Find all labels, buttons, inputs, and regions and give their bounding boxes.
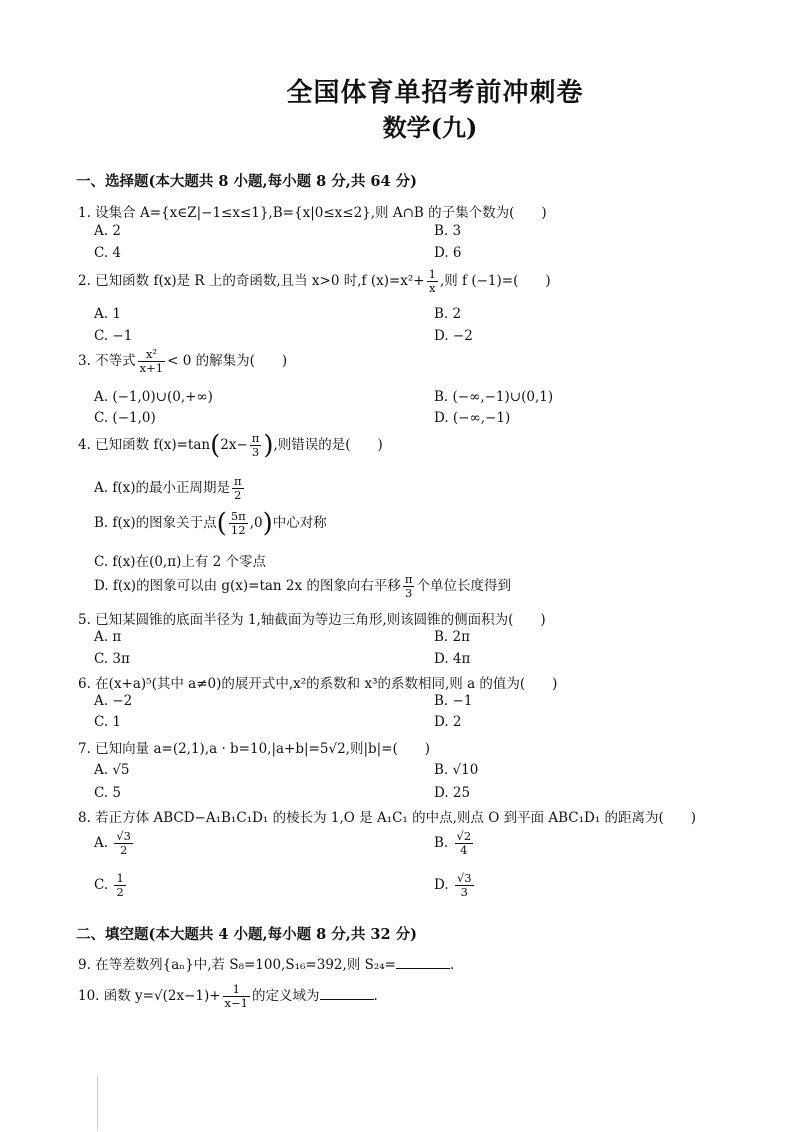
fraction-denominator: 3 — [251, 445, 260, 459]
question-8-option-c — [94, 872, 128, 899]
fraction-denominator: 3 — [405, 586, 413, 600]
question-8-option-a — [94, 830, 135, 857]
section-heading-choice: 一、选择题(本大题共 8 小题,每小题 8 分,共 64 分) — [76, 173, 417, 190]
fraction-numerator: √3 — [456, 871, 472, 885]
question-4-option-a-fraction — [232, 475, 244, 502]
question-8-option-d — [434, 872, 476, 899]
question-6-option-a: A. −2 — [94, 693, 133, 709]
question-2-option-d: D. −2 — [434, 328, 473, 344]
answer-blank[interactable] — [396, 956, 450, 969]
right-paren-icon: ) — [263, 430, 274, 461]
fraction-denominator: 3 — [460, 885, 468, 899]
question-4-inner: 2x− — [220, 437, 248, 453]
question-4-option-a — [94, 475, 246, 502]
fraction-numerator: √2 — [456, 829, 472, 843]
fraction-numerator: √3 — [116, 829, 131, 843]
question-8-option-c-fraction — [114, 872, 125, 899]
fraction-denominator: 2 — [120, 843, 128, 857]
question-4-stem-post: ,则错误的是( ) — [273, 437, 383, 453]
question-5-stem: 5. 已知某圆锥的底面半径为 1,轴截面为等边三角形,则该圆锥的侧面积为( ) — [78, 612, 546, 628]
question-1-option-d: D. 6 — [434, 245, 462, 261]
question-7-option-d: D. 25 — [434, 785, 471, 801]
question-8-option-c-label: C. — [94, 877, 109, 893]
fraction-numerator: 1 — [428, 267, 436, 281]
fraction-numerator: π — [404, 572, 413, 586]
question-1-option-a: A. 2 — [94, 223, 121, 239]
left-paren-icon: ( — [216, 508, 227, 539]
question-3-option-c: C. (−1,0) — [94, 410, 156, 426]
question-9-text: 9. 在等差数列{aₙ}中,若 S₈=100,S₁₆=392,则 S₂₄= — [78, 957, 396, 973]
question-4-option-b — [94, 510, 327, 537]
question-1-stem: 1. 设集合 A={x∈Z|−1≤x≤1},B={x|0≤x≤2},则 A∩B 的子集个数为( ) — [78, 205, 547, 221]
question-8-stem: 8. 若正方体 ABCD−A₁B₁C₁D₁ 的棱长为 1,O 是 A₁C₁ 的中点,则点 O 到平面 ABC₁D₁ 的距离为( ) — [78, 810, 697, 826]
question-4-option-b-post: 中心对称 — [272, 515, 327, 531]
answer-blank[interactable] — [320, 987, 374, 1000]
question-8-option-a-label: A. — [94, 835, 109, 851]
question-4-stem-pre: 4. 已知函数 f(x)=tan — [78, 437, 211, 453]
question-3-stem-pre: 3. 不等式 — [78, 353, 136, 369]
question-4-option-b-fraction — [229, 510, 248, 537]
question-8-option-b — [434, 830, 475, 857]
question-2-option-c: C. −1 — [94, 328, 133, 344]
exam-subtitle: 数学(九) — [382, 113, 478, 142]
question-2-option-a: A. 1 — [94, 306, 121, 322]
question-3-fraction — [138, 348, 165, 375]
question-8-option-a-fraction — [114, 830, 133, 857]
question-1-option-c: C. 4 — [94, 245, 122, 261]
fraction-numerator: x² — [138, 348, 165, 362]
question-4-option-d — [94, 573, 511, 600]
question-4-option-d-fraction — [403, 573, 415, 600]
fraction-denominator: 2 — [116, 885, 124, 899]
fraction-denominator: 2 — [234, 488, 242, 502]
fraction-numerator: 1 — [116, 871, 124, 885]
question-3-option-d: D. (−∞,−1) — [434, 410, 511, 426]
fraction-numerator: 1 — [223, 983, 250, 997]
question-4-option-d-post: 个单位长度得到 — [416, 578, 511, 594]
question-4-fraction — [250, 432, 262, 459]
question-8-option-b-label: B. — [434, 835, 449, 851]
question-3-stem — [78, 348, 287, 375]
question-2-option-b: B. 2 — [434, 306, 462, 322]
question-4-option-c: C. f(x)在(0,π)上有 2 个零点 — [94, 554, 267, 570]
question-10-end: . — [373, 988, 378, 1004]
binding-margin-line — [97, 1075, 98, 1130]
question-8-option-d-fraction — [455, 872, 474, 899]
question-2-stem — [78, 268, 551, 295]
question-2-fraction — [427, 268, 438, 295]
question-2-stem-pre: 2. 已知函数 f(x)是 R 上的奇函数,且当 x>0 时,f (x)=x²+ — [78, 273, 425, 289]
question-6-option-b: B. −1 — [434, 693, 473, 709]
fraction-denominator: 12 — [230, 523, 246, 537]
fraction-numerator: 5π — [230, 509, 246, 523]
question-9-stem — [78, 953, 454, 973]
question-4-option-b-text: B. f(x)的图象关于点 — [94, 515, 217, 531]
fraction-numerator: π — [251, 431, 260, 445]
question-4-option-a-text: A. f(x)的最小正周期是 — [94, 480, 230, 496]
question-8-option-b-fraction — [455, 830, 474, 857]
fraction-numerator: π — [233, 474, 242, 488]
question-10-stem — [78, 983, 378, 1010]
question-10-post: 的定义域为 — [252, 988, 320, 1004]
question-10-fraction — [223, 983, 250, 1010]
fraction-denominator: x−1 — [224, 996, 248, 1010]
fraction-denominator: 4 — [460, 843, 468, 857]
question-8-option-d-label: D. — [434, 877, 449, 893]
question-10-text: 10. 函数 y=√(2x−1)+ — [78, 988, 221, 1004]
question-5-option-c: C. 3π — [94, 651, 130, 667]
fraction-denominator: x+1 — [139, 361, 164, 375]
question-9-end: . — [449, 957, 455, 973]
exam-title: 全国体育单招考前冲刺卷 — [286, 78, 584, 108]
question-4-stem — [78, 432, 383, 459]
question-4-option-b-mid: ,0 — [249, 515, 263, 531]
question-3-option-a: A. (−1,0)∪(0,+∞) — [94, 389, 213, 405]
question-7-option-c: C. 5 — [94, 785, 122, 801]
section-heading-fill: 二、填空题(本大题共 4 小题,每小题 8 分,共 32 分) — [76, 926, 417, 943]
question-1-option-b: B. 3 — [434, 223, 462, 239]
question-3-option-b: B. (−∞,−1)∪(0,1) — [434, 389, 554, 405]
question-6-stem: 6. 在(x+a)⁵(其中 a≠0)的展开式中,x²的系数和 x³的系数相同,则 a 的值为( ) — [78, 676, 558, 692]
question-5-option-b: B. 2π — [434, 629, 470, 645]
question-4-option-d-text: D. f(x)的图象可以由 g(x)=tan 2x 的图象向右平移 — [94, 578, 401, 594]
question-2-stem-post: ,则 f (−1)=( ) — [439, 273, 551, 289]
question-5-option-d: D. 4π — [434, 651, 471, 667]
question-7-option-a: A. √5 — [94, 762, 130, 778]
question-7-stem: 7. 已知向量 a=(2,1),a · b=10,|a+b|=5√2,则|b|=( ) — [78, 741, 431, 757]
question-7-option-b: B. √10 — [434, 762, 479, 778]
right-paren-icon: ) — [262, 508, 273, 539]
question-5-option-a: A. π — [94, 629, 122, 645]
question-6-option-d: D. 2 — [434, 714, 462, 730]
question-3-stem-post: < 0 的解集为( ) — [167, 353, 288, 369]
question-6-option-c: C. 1 — [94, 714, 122, 730]
fraction-denominator: x — [429, 281, 436, 295]
left-paren-icon: ( — [210, 430, 221, 461]
